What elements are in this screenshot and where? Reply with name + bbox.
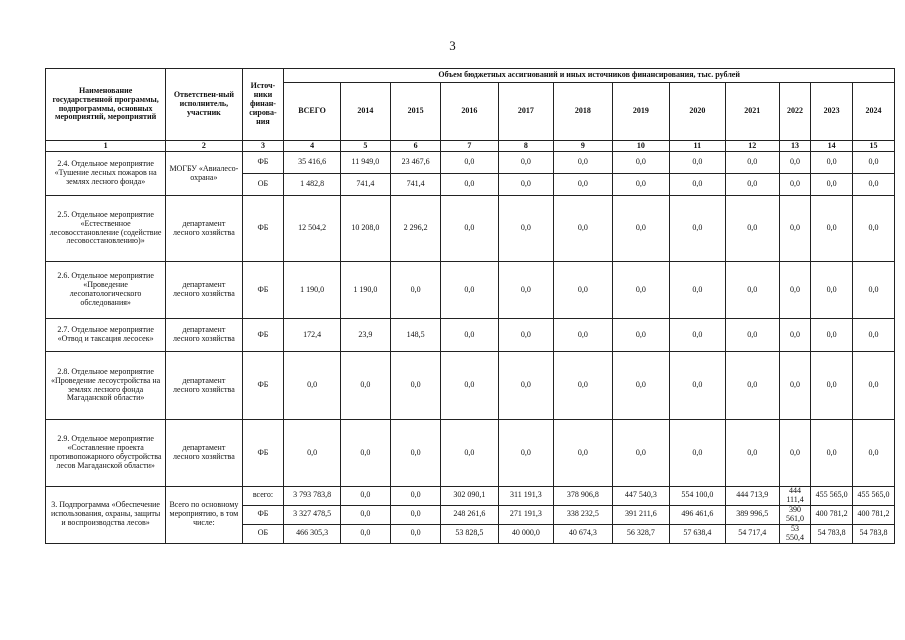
value-cell: 0,0 bbox=[612, 152, 670, 174]
value-cell: 0,0 bbox=[498, 174, 553, 196]
value-cell: 0,0 bbox=[612, 262, 670, 319]
column-number: 3 bbox=[242, 141, 284, 152]
activity-name: 2.7. Отдельное мероприятие «Отвод и таксация лесосек» bbox=[46, 319, 166, 352]
value-cell: 302 090,1 bbox=[441, 487, 499, 506]
value-cell: 455 565,0 bbox=[811, 487, 853, 506]
value-cell: 23,9 bbox=[340, 319, 390, 352]
header-year: 2014 bbox=[340, 83, 390, 141]
value-cell: 0,0 bbox=[853, 262, 895, 319]
value-cell: 311 191,3 bbox=[498, 487, 553, 506]
value-cell: 0,0 bbox=[670, 262, 725, 319]
executor-cell: департамент лесного хозяйства bbox=[166, 352, 242, 420]
header-year: 2016 bbox=[441, 83, 499, 141]
activity-name: 2.8. Отдельное мероприятие «Проведение лесоустройства на землях лесного фонда Магаданской области» bbox=[46, 352, 166, 420]
value-cell: 0,0 bbox=[612, 174, 670, 196]
value-cell: 0,0 bbox=[811, 174, 853, 196]
value-cell: 741,4 bbox=[340, 174, 390, 196]
value-cell: 0,0 bbox=[554, 196, 613, 262]
value-cell: 248 261,6 bbox=[441, 505, 499, 524]
value-cell: 400 781,2 bbox=[811, 505, 853, 524]
value-cell: 0,0 bbox=[853, 352, 895, 420]
value-cell: 0,0 bbox=[811, 319, 853, 352]
value-cell: 0,0 bbox=[670, 420, 725, 487]
column-number: 9 bbox=[554, 141, 613, 152]
value-cell: 0,0 bbox=[670, 319, 725, 352]
value-cell: 0,0 bbox=[811, 352, 853, 420]
activity-name: 2.4. Отдельное мероприятие «Тушение лесных пожаров на землях лесного фонда» bbox=[46, 152, 166, 196]
value-cell: 0,0 bbox=[670, 196, 725, 262]
executor-cell: МОГБУ «Авиалесо-охрана» bbox=[166, 152, 242, 196]
budget-table bbox=[45, 68, 895, 544]
value-cell: 0,0 bbox=[554, 174, 613, 196]
table-row bbox=[46, 319, 895, 352]
activity-name: 2.9. Отдельное мероприятие «Составление проекта противопожарного обустройства лесов Магаданской области» bbox=[46, 420, 166, 487]
header-name: Наименование государственной программы, подпрограммы, основных мероприятий, мероприятий bbox=[46, 69, 166, 141]
value-cell: 0,0 bbox=[811, 152, 853, 174]
value-cell: 0,0 bbox=[390, 420, 440, 487]
value-cell: 0,0 bbox=[390, 352, 440, 420]
value-cell: 54 717,4 bbox=[725, 524, 779, 543]
funding-source: ФБ bbox=[242, 319, 284, 352]
funding-source: ФБ bbox=[242, 352, 284, 420]
activity-name: 2.5. Отдельное мероприятие «Естественное лесовосстановление (содействие лесовосстановлению)» bbox=[46, 196, 166, 262]
value-cell: 0,0 bbox=[340, 352, 390, 420]
table-row bbox=[46, 420, 895, 487]
column-number: 5 bbox=[340, 141, 390, 152]
value-cell: 0,0 bbox=[670, 174, 725, 196]
value-cell: 3 327 478,5 bbox=[284, 505, 340, 524]
value-cell: 0,0 bbox=[498, 352, 553, 420]
value-cell: 0,0 bbox=[779, 152, 810, 174]
value-cell: 0,0 bbox=[853, 196, 895, 262]
value-cell: 54 783,8 bbox=[811, 524, 853, 543]
executor-cell: Всего по основному мероприятию, в том числе: bbox=[166, 487, 242, 544]
value-cell: 3 793 783,8 bbox=[284, 487, 340, 506]
value-cell: 148,5 bbox=[390, 319, 440, 352]
table-row bbox=[46, 262, 895, 319]
column-number: 8 bbox=[498, 141, 553, 152]
column-number: 15 bbox=[853, 141, 895, 152]
value-cell: 0,0 bbox=[725, 152, 779, 174]
value-cell: 40 674,3 bbox=[554, 524, 613, 543]
value-cell: 0,0 bbox=[725, 196, 779, 262]
value-cell: 0,0 bbox=[441, 352, 499, 420]
value-cell: 338 232,5 bbox=[554, 505, 613, 524]
executor-cell: департамент лесного хозяйства bbox=[166, 420, 242, 487]
value-cell: 0,0 bbox=[554, 152, 613, 174]
value-cell: 496 461,6 bbox=[670, 505, 725, 524]
value-cell: 0,0 bbox=[498, 152, 553, 174]
value-cell: 0,0 bbox=[441, 262, 499, 319]
table-row bbox=[46, 487, 895, 506]
table-row bbox=[46, 196, 895, 262]
value-cell: 0,0 bbox=[441, 319, 499, 352]
value-cell: 0,0 bbox=[725, 174, 779, 196]
value-cell: 466 305,3 bbox=[284, 524, 340, 543]
value-cell: 0,0 bbox=[779, 196, 810, 262]
header-year: 2017 bbox=[498, 83, 553, 141]
column-number: 7 bbox=[441, 141, 499, 152]
executor-cell: департамент лесного хозяйства bbox=[166, 262, 242, 319]
executor-cell: департамент лесного хозяйства bbox=[166, 319, 242, 352]
value-cell: 57 638,4 bbox=[670, 524, 725, 543]
page-number: 3 bbox=[449, 38, 456, 53]
value-cell: 0,0 bbox=[725, 352, 779, 420]
value-cell: 0,0 bbox=[853, 152, 895, 174]
value-cell: 40 000,0 bbox=[498, 524, 553, 543]
activity-name: 2.6. Отдельное мероприятие «Проведение лесопатологического обследования» bbox=[46, 262, 166, 319]
value-cell: 54 783,8 bbox=[853, 524, 895, 543]
value-cell: 0,0 bbox=[284, 420, 340, 487]
funding-source: ФБ bbox=[242, 420, 284, 487]
value-cell: 0,0 bbox=[725, 319, 779, 352]
value-cell: 56 328,7 bbox=[612, 524, 670, 543]
header-year: ВСЕГО bbox=[284, 83, 340, 141]
funding-source: ОБ bbox=[242, 524, 284, 543]
value-cell: 2 296,2 bbox=[390, 196, 440, 262]
value-cell: 0,0 bbox=[853, 319, 895, 352]
value-cell: 444 111,4 bbox=[779, 487, 810, 506]
header-year: 2021 bbox=[725, 83, 779, 141]
header-source: Источ-ники финан-сирова-ния bbox=[242, 69, 284, 141]
funding-source: ФБ bbox=[242, 505, 284, 524]
value-cell: 0,0 bbox=[779, 174, 810, 196]
value-cell: 11 949,0 bbox=[340, 152, 390, 174]
column-number: 1 bbox=[46, 141, 166, 152]
value-cell: 0,0 bbox=[853, 420, 895, 487]
value-cell: 0,0 bbox=[390, 487, 440, 506]
value-cell: 53 828,5 bbox=[441, 524, 499, 543]
value-cell: 0,0 bbox=[498, 319, 553, 352]
column-number: 2 bbox=[166, 141, 242, 152]
value-cell: 10 208,0 bbox=[340, 196, 390, 262]
value-cell: 172,4 bbox=[284, 319, 340, 352]
value-cell: 0,0 bbox=[554, 352, 613, 420]
value-cell: 0,0 bbox=[441, 174, 499, 196]
value-cell: 0,0 bbox=[390, 262, 440, 319]
value-cell: 0,0 bbox=[779, 420, 810, 487]
value-cell: 35 416,6 bbox=[284, 152, 340, 174]
header-year: 2023 bbox=[811, 83, 853, 141]
value-cell: 444 713,9 bbox=[725, 487, 779, 506]
value-cell: 455 565,0 bbox=[853, 487, 895, 506]
value-cell: 0,0 bbox=[441, 420, 499, 487]
value-cell: 0,0 bbox=[554, 262, 613, 319]
value-cell: 0,0 bbox=[612, 352, 670, 420]
column-number: 6 bbox=[390, 141, 440, 152]
header-year: 2019 bbox=[612, 83, 670, 141]
header-year: 2022 bbox=[779, 83, 810, 141]
header-year: 2020 bbox=[670, 83, 725, 141]
value-cell: 447 540,3 bbox=[612, 487, 670, 506]
funding-source: ОБ bbox=[242, 174, 284, 196]
value-cell: 390 561,0 bbox=[779, 505, 810, 524]
value-cell: 378 906,8 bbox=[554, 487, 613, 506]
funding-source: всего: bbox=[242, 487, 284, 506]
table-row bbox=[46, 152, 895, 174]
value-cell: 391 211,6 bbox=[612, 505, 670, 524]
column-number: 4 bbox=[284, 141, 340, 152]
column-number: 11 bbox=[670, 141, 725, 152]
value-cell: 0,0 bbox=[811, 196, 853, 262]
value-cell: 0,0 bbox=[779, 352, 810, 420]
column-number: 10 bbox=[612, 141, 670, 152]
value-cell: 12 504,2 bbox=[284, 196, 340, 262]
value-cell: 1 482,8 bbox=[284, 174, 340, 196]
value-cell: 0,0 bbox=[612, 420, 670, 487]
value-cell: 0,0 bbox=[441, 152, 499, 174]
value-cell: 0,0 bbox=[853, 174, 895, 196]
value-cell: 1 190,0 bbox=[284, 262, 340, 319]
header-year: 2015 bbox=[390, 83, 440, 141]
activity-name: 3. Подпрограмма «Обеспечение использования, охраны, защиты и воспроизводства лесов» bbox=[46, 487, 166, 544]
value-cell: 0,0 bbox=[284, 352, 340, 420]
value-cell: 0,0 bbox=[340, 487, 390, 506]
value-cell: 0,0 bbox=[779, 319, 810, 352]
executor-cell: департамент лесного хозяйства bbox=[166, 196, 242, 262]
header-year: 2018 bbox=[554, 83, 613, 141]
value-cell: 271 191,3 bbox=[498, 505, 553, 524]
value-cell: 0,0 bbox=[554, 319, 613, 352]
value-cell: 0,0 bbox=[811, 420, 853, 487]
value-cell: 0,0 bbox=[779, 262, 810, 319]
value-cell: 554 100,0 bbox=[670, 487, 725, 506]
value-cell: 0,0 bbox=[612, 319, 670, 352]
value-cell: 0,0 bbox=[390, 524, 440, 543]
column-number: 13 bbox=[779, 141, 810, 152]
value-cell: 0,0 bbox=[670, 152, 725, 174]
value-cell: 0,0 bbox=[670, 352, 725, 420]
value-cell: 0,0 bbox=[498, 196, 553, 262]
value-cell: 0,0 bbox=[340, 524, 390, 543]
column-number: 12 bbox=[725, 141, 779, 152]
value-cell: 0,0 bbox=[340, 505, 390, 524]
header-executor: Ответствен-ный исполнитель, участник bbox=[166, 69, 242, 141]
value-cell: 0,0 bbox=[498, 420, 553, 487]
value-cell: 400 781,2 bbox=[853, 505, 895, 524]
value-cell: 23 467,6 bbox=[390, 152, 440, 174]
value-cell: 0,0 bbox=[554, 420, 613, 487]
value-cell: 0,0 bbox=[811, 262, 853, 319]
funding-source: ФБ bbox=[242, 262, 284, 319]
header-year: 2024 bbox=[853, 83, 895, 141]
value-cell: 389 996,5 bbox=[725, 505, 779, 524]
value-cell: 0,0 bbox=[612, 196, 670, 262]
header-volume: Объем бюджетных ассигнований и иных источников финансирования, тыс. рублей bbox=[284, 69, 895, 83]
table-row bbox=[46, 352, 895, 420]
value-cell: 1 190,0 bbox=[340, 262, 390, 319]
value-cell: 0,0 bbox=[340, 420, 390, 487]
value-cell: 741,4 bbox=[390, 174, 440, 196]
value-cell: 0,0 bbox=[441, 196, 499, 262]
value-cell: 0,0 bbox=[725, 420, 779, 487]
funding-source: ФБ bbox=[242, 152, 284, 174]
value-cell: 0,0 bbox=[498, 262, 553, 319]
column-number: 14 bbox=[811, 141, 853, 152]
value-cell: 0,0 bbox=[725, 262, 779, 319]
funding-source: ФБ bbox=[242, 196, 284, 262]
value-cell: 53 550,4 bbox=[779, 524, 810, 543]
value-cell: 0,0 bbox=[390, 505, 440, 524]
